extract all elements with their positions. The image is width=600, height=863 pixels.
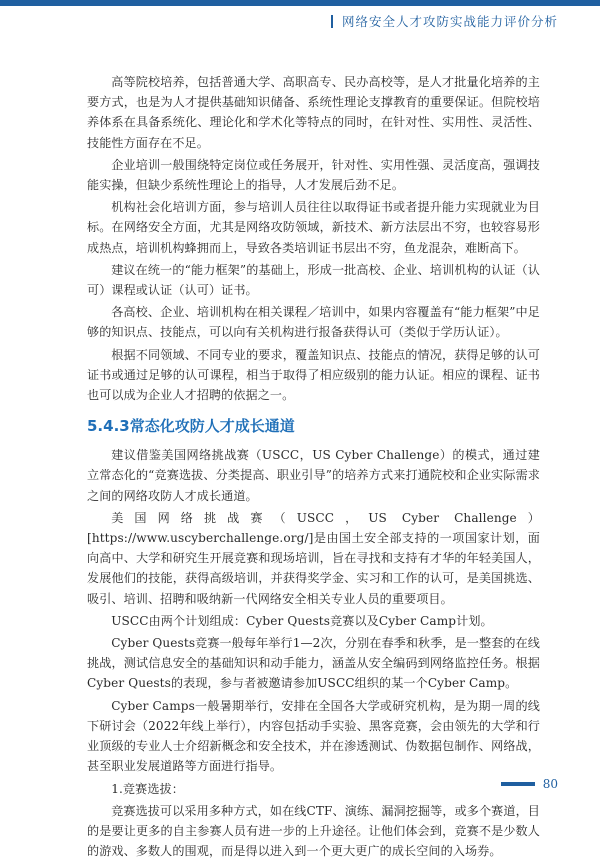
paragraph: 美国网络挑战赛（USCC，US Cyber Challenge）[https://www.uscyberchallenge.org/]是由国土安全部支持的一项国家计划，面向高中、大学和研究生开展竞赛和现场培训，旨在寻找和支持有才华的年轻美国人，发展他们的技能，获得高级培训，并获得奖学金、实习和工作的认可，是美国挑选、吸引、培训、招聘和吸纳新一代网络安全相关专业人员的重要项目。 [87, 510, 540, 606]
page-body [87, 72, 540, 863]
footer-accent-bar [501, 782, 535, 786]
paragraph: 竞赛选拔可以采用多种方式，如在线CTF、演练、漏洞挖掘等，或多个赛道，目的是要让更多的自主参赛人员有进一步的上升途径。让他们体会到，竞赛不是少数人的游戏、多数人的围观，而是得以进入到一个更大更广的成长空间的入场券。 [87, 803, 540, 859]
paragraph: 建议借鉴美国网络挑战赛（USCC，US Cyber Challenge）的模式，通过建立常态化的“竞赛选拔、分类提高、职业引导”的培养方式来打通院校和企业实际需求之间的网络攻防人才成长通道。 [87, 448, 540, 503]
page-footer [480, 777, 558, 791]
paragraph: 各高校、企业、培训机构在相关课程／培训中，如果内容覆盖有“能力框架”中足够的知识点、技能点，可以向有关机构进行报备获得认可（类似于学历认证）。 [87, 305, 540, 340]
page-number: 80 [542, 777, 558, 791]
running-title: 网络安全人才攻防实战能力评价分析 [341, 14, 558, 29]
list-heading: 1.竞赛选拔： [111, 781, 184, 796]
header-divider [331, 15, 333, 28]
paragraph: Cyber Quests竞赛一般每年举行1—2次，分别在春季和秋季，是一整套的在线挑战，测试信息安全的基础知识和动手能力，涵盖从安全编码到网络监控任务。根据Cyber Quests的表现，参与者被邀请参加USCC组织的某一个Cyber Camp。 [87, 636, 540, 691]
running-header [300, 12, 558, 30]
section-heading: 5.4.3常态化攻防人才成长通道 [87, 417, 295, 436]
paragraph: USCC由两个计划组成：Cyber Quests竞赛以及Cyber Camp计划。 [111, 613, 493, 628]
paragraph: 根据不同领域、不同专业的要求，覆盖知识点、技能点的情况，获得足够的认可证书或通过足够的认可课程，相当于取得了相应级别的能力认证。相应的课程、证书也可以成为企业人才招聘的依据之一。 [87, 347, 540, 403]
paragraph: Cyber Camps一般暑期举行，安排在全国各大学或研究机构，是为期一周的线下研讨会（2022年线上举行），内容包括动手实验、黑客竞赛，会由领先的大学和行业顶级的专业人士介绍新概念和安全技术，并在渗透测试、伪数据包制作、网络战，甚至职业发展道路等方面进行指导。 [87, 698, 540, 774]
top-accent-rule [0, 0, 600, 6]
paragraph: 机构社会化培训方面，参与培训人员往往以取得证书或者提升能力实现就业为目标。在网络安全方面，尤其是网络攻防领域，新技术、新方法层出不穷，也较容易形成热点，培训机构蜂拥而上，导致各类培训证书层出不穷，鱼龙混杂，难断高下。 [87, 200, 540, 255]
paragraph: 企业培训一般围绕特定岗位或任务展开，针对性、实用性强、灵活度高，强调技能实操，但缺少系统性理论上的指导，人才发展后劲不足。 [87, 157, 540, 193]
paragraph: 高等院校培养，包括普通大学、高职高专、民办高校等，是人才批量化培养的主要方式，也是为人才提供基础知识储备、系统性理论支撑教育的重要保证。但院校培养体系在具备系统化、理论化和学术化等特点的同时，在针对性、实用性、灵活性、技能性方面存在不足。 [87, 75, 540, 150]
paragraph: 建议在统一的“能力框架”的基础上，形成一批高校、企业、培训机构的认证（认可）课程或认证（认可）证书。 [87, 262, 540, 298]
